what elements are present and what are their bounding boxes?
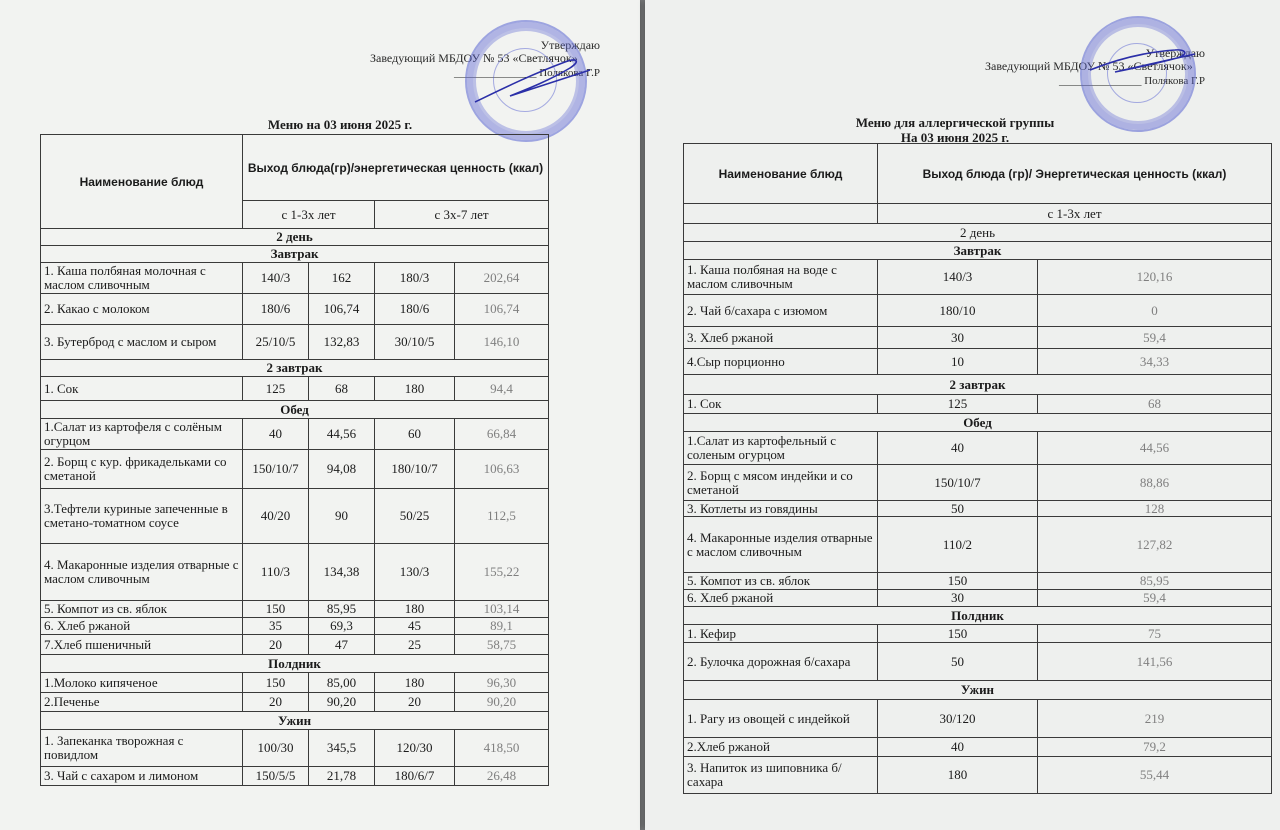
approval-line-3: _______________ Полякова Г.Р	[1058, 75, 1205, 87]
table-row: 3. Напиток из шиповника б/сахара 180 55,44	[684, 757, 1272, 794]
day-label: 2 день	[684, 224, 1272, 242]
page-title-right	[845, 115, 1065, 145]
table-row: 6. Хлеб ржаной 35 69,3 45 89,1	[41, 618, 549, 635]
table-row: 1.Молоко кипяченое 150 85,00 180 96,30	[41, 673, 549, 693]
day-label: 2 день	[41, 229, 549, 246]
section-snack: Полдник	[41, 655, 549, 673]
table-row: 2. Борщ с кур. фрикадельками со сметаной 150/10/7 94,08 180/10/7 106,63	[41, 450, 549, 489]
table-row: 5. Компот из св. яблок 150 85,95 180 103,14	[41, 601, 549, 618]
table-row: 2.Печенье 20 90,20 20 90,20	[41, 693, 549, 712]
signature	[470, 50, 600, 110]
approval-line-1: Утверждаю	[540, 38, 600, 52]
table-row: 1.Салат из картофельный с соленым огурцом 40 44,56	[684, 432, 1272, 465]
section-breakfast-2: 2 завтрак	[684, 375, 1272, 395]
table-row: 2. Какао с молоком 180/6 106,74 180/6 106,74	[41, 294, 549, 325]
right-menu-sheet	[645, 0, 1280, 830]
table-row: 1. Кефир 150 75	[684, 625, 1272, 643]
table-row: 2. Чай б/сахара с изюмом 180/10 0	[684, 295, 1272, 327]
header-output: Выход блюда(гр)/энергетическая ценность (ккал)	[243, 135, 549, 201]
section-lunch: Обед	[41, 401, 549, 419]
table-row: 2.Хлеб ржаной 40 79,2	[684, 738, 1272, 757]
table-row: 1. Сок 125 68 180 94,4	[41, 377, 549, 401]
allergy-menu-table	[683, 143, 1272, 794]
signature-right	[1085, 40, 1205, 90]
table-row: 3. Чай с сахаром и лимоном 150/5/5 21,78 180/6/7 26,48	[41, 767, 549, 786]
table-row: 4. Макаронные изделия отварные с маслом сливочным 110/3 134,38 130/3 155,22	[41, 544, 549, 601]
header-dish: Наименование блюд	[684, 144, 878, 204]
menu-table	[40, 134, 549, 786]
table-row: 2. Булочка дорожная б/сахара 50 141,56	[684, 643, 1272, 681]
section-dinner: Ужин	[684, 681, 1272, 700]
table-row: 5. Компот из св. яблок 150 85,95	[684, 573, 1272, 590]
approval-line-2: Заведующий МБДОУ № 53 «Светлячок»	[985, 59, 1193, 73]
section-breakfast-2: 2 завтрак	[41, 360, 549, 377]
header-age-2: с 3х-7 лет	[375, 201, 549, 229]
header-age-1: с 1-3х лет	[878, 204, 1272, 224]
header-age-1: с 1-3х лет	[243, 201, 375, 229]
section-breakfast: Завтрак	[41, 246, 549, 263]
table-row: 1. Каша полбяная на воде с маслом сливочным 140/3 120,16	[684, 260, 1272, 295]
table-row: 4.Сыр порционно 10 34,33	[684, 349, 1272, 375]
table-row: 3. Бутерброд с маслом и сыром 25/10/5 132,83 30/10/5 146,10	[41, 325, 549, 360]
table-row: 1.Салат из картофеля с солёным огурцом 40 44,56 60 66,84	[41, 419, 549, 450]
table-row: 3. Котлеты из говядины 50 128	[684, 501, 1272, 517]
approval-line-2: Заведующий МБДОУ № 53 «Светлячок»	[370, 51, 578, 65]
page-title: Меню на 03 июня 2025 г.	[267, 117, 413, 132]
table-row: 3.Тефтели куриные запеченные в сметано-томатном соусе 40/20 90 50/25 112,5	[41, 489, 549, 544]
table-row: 4. Макаронные изделия отварные с маслом сливочным 110/2 127,82	[684, 517, 1272, 573]
section-dinner: Ужин	[41, 712, 549, 730]
table-row: 7.Хлеб пшеничный 20 47 25 58,75	[41, 635, 549, 655]
table-row: 3. Хлеб ржаной 30 59,4	[684, 327, 1272, 349]
approval-line-3: _______________ Полякова Г.Р	[453, 67, 600, 79]
approval-line-1: Утверждаю	[1145, 46, 1205, 60]
section-lunch: Обед	[684, 414, 1272, 432]
header-output: Выход блюда (гр)/ Энергетическая ценность (ккал)	[878, 144, 1272, 204]
section-breakfast: Завтрак	[684, 242, 1272, 260]
table-row: 1. Сок 125 68	[684, 395, 1272, 414]
section-snack: Полдник	[684, 607, 1272, 625]
table-row: 2. Борщ с мясом индейки и со сметаной 150/10/7 88,86	[684, 465, 1272, 501]
table-row: 1. Каша полбяная молочная с маслом сливочным 140/3 162 180/3 202,64	[41, 263, 549, 294]
table-row: 1. Рагу из овощей с индейкой 30/120 219	[684, 700, 1272, 738]
header-dish: Наименование блюд	[41, 135, 243, 229]
title-line-2: На 03 июня 2025 г.	[900, 130, 1010, 145]
table-row: 1. Запеканка творожная с повидлом 100/30 345,5 120/30 418,50	[41, 730, 549, 767]
title-line-1: Меню для аллергической группы	[855, 115, 1055, 130]
table-row: 6. Хлеб ржаной 30 59,4	[684, 590, 1272, 607]
